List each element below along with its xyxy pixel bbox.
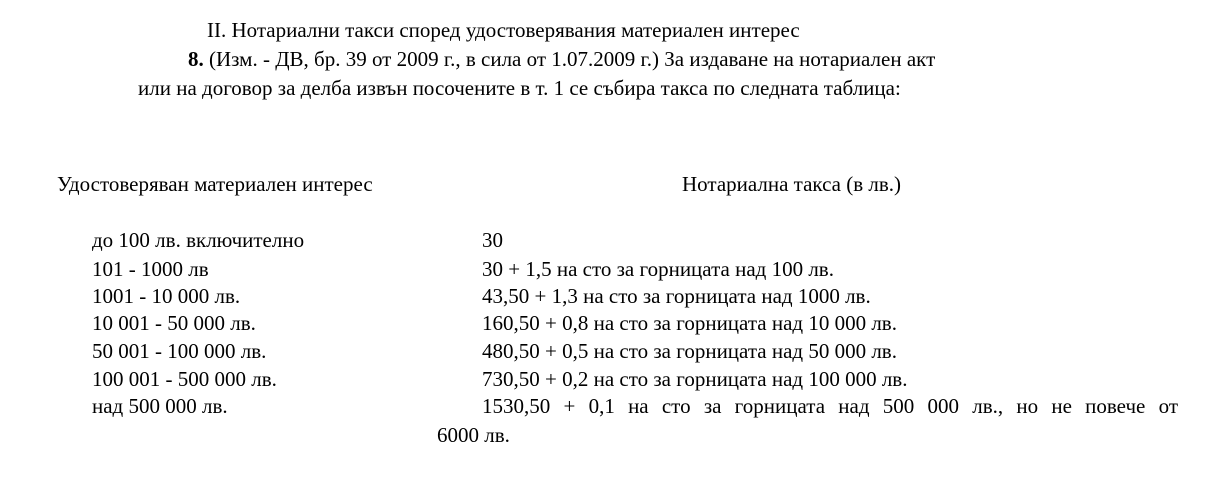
table-row-range: до 100 лв. включително: [92, 228, 305, 252]
table-row-fee: 480,50 + 0,5 на сто за горницата над 50 000 лв.: [482, 339, 897, 363]
table-row-range: 100 001 - 500 000 лв.: [92, 367, 277, 391]
table-row-fee-continuation: 6000 лв.: [437, 423, 510, 447]
table-row-fee: 730,50 + 0,2 на сто за горницата над 100 000 лв.: [482, 367, 908, 391]
section-title: II. Нотариални такси според удостоверявания материален интерес: [207, 18, 800, 42]
table-row-fee: 43,50 + 1,3 на сто за горницата над 1000 лв.: [482, 284, 871, 308]
paragraph-line-1: [188, 47, 935, 71]
table-row-fee: 160,50 + 0,8 на сто за горницата над 10 000 лв.: [482, 311, 897, 335]
table-row-range: 101 - 1000 лв: [92, 257, 209, 281]
table-header-interest: Удостоверяван материален интерес: [57, 172, 373, 196]
table-row-fee: 30 + 1,5 на сто за горницата над 100 лв.: [482, 257, 834, 281]
table-row-range: над 500 000 лв.: [92, 394, 228, 418]
table-row-fee: 1530,50 + 0,1 на сто за горницата над 500 000 лв., но не повече от: [482, 394, 1178, 418]
table-header-fee: Нотариална такса (в лв.): [682, 172, 902, 196]
table-row-range: 10 001 - 50 000 лв.: [92, 311, 256, 335]
paragraph-number: 8.: [188, 47, 204, 71]
table-row-range: 1001 - 10 000 лв.: [92, 284, 241, 308]
paragraph-text: (Изм. - ДВ, бр. 39 от 2009 г., в сила от 1.07.2009 г.) За издаване на нотариален акт: [203, 47, 936, 71]
paragraph-line-2: или на договор за делба извън посочените в т. 1 се събира такса по следната таблица:: [138, 76, 901, 100]
table-row-range: 50 001 - 100 000 лв.: [92, 339, 267, 363]
table-row-fee: 30: [482, 228, 503, 252]
